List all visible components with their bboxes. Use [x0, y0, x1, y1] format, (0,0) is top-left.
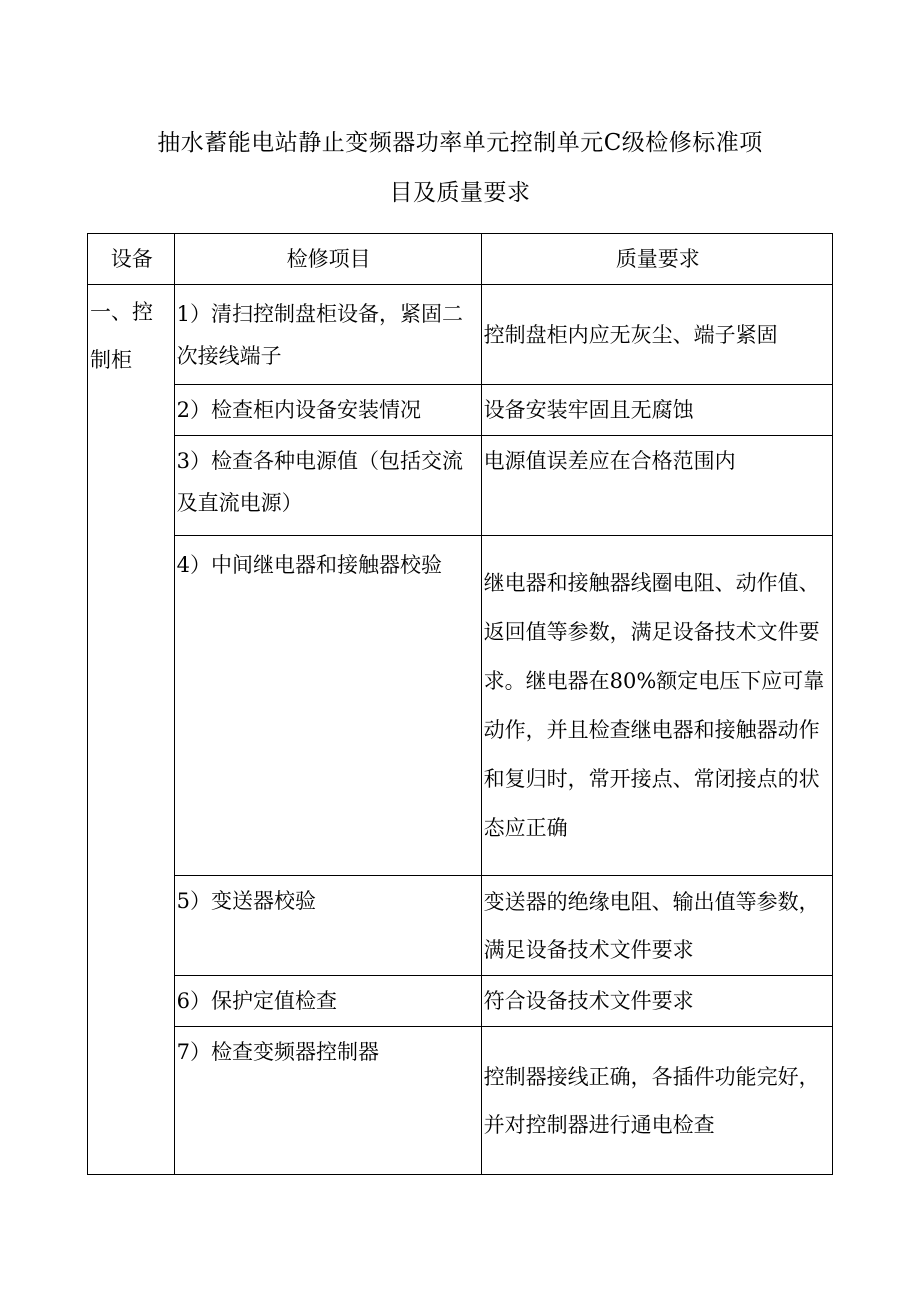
item-cell: 7）检查变频器控制器 — [174, 1027, 481, 1175]
page-title-line-2: 目及质量要求 — [389, 180, 531, 206]
standards-table — [87, 233, 833, 1175]
requirement-cell: 控制盘柜内应无灰尘、端子紧固 — [481, 285, 832, 385]
table-row — [88, 285, 833, 385]
requirement-cell: 符合设备技术文件要求 — [481, 976, 832, 1027]
table-row — [88, 1027, 833, 1175]
table-row — [88, 976, 833, 1027]
header-requirement: 质量要求 — [481, 234, 832, 285]
header-item: 检修项目 — [174, 234, 481, 285]
table-row — [88, 536, 833, 876]
item-cell: 1）清扫控制盘柜设备，紧固二次接线端子 — [174, 285, 481, 385]
item-cell: 2）检查柜内设备安装情况 — [174, 385, 481, 436]
requirement-cell: 电源值误差应在合格范围内 — [481, 436, 832, 536]
item-cell: 6）保护定值检查 — [174, 976, 481, 1027]
item-cell: 3）检查各种电源值（包括交流及直流电源） — [174, 436, 481, 536]
item-cell: 5）变送器校验 — [174, 876, 481, 976]
header-device: 设备 — [88, 234, 175, 285]
page-title-line-1: 抽水蓄能电站静止变频器功率单元控制单元C级检修标准项 — [157, 130, 763, 156]
requirement-cell: 设备安装牢固且无腐蚀 — [481, 385, 832, 436]
table-row — [88, 385, 833, 436]
table-row — [88, 436, 833, 536]
requirement-cell: 控制器接线正确，各插件功能完好，并对控制器进行通电检查 — [481, 1027, 832, 1175]
table-row — [88, 876, 833, 976]
table-header-row — [88, 234, 833, 285]
item-cell: 4）中间继电器和接触器校验 — [174, 536, 481, 876]
requirement-cell: 继电器和接触器线圈电阻、动作值、返回值等参数，满足设备技术文件要求。继电器在80%额定电压下应可靠动作，并且检查继电器和接触器动作和复归时，常开接点、常闭接点的状态应正确 — [481, 536, 832, 876]
requirement-cell: 变送器的绝缘电阻、输出值等参数，满足设备技术文件要求 — [481, 876, 832, 976]
device-cell: 一、控制柜 — [88, 285, 175, 1175]
